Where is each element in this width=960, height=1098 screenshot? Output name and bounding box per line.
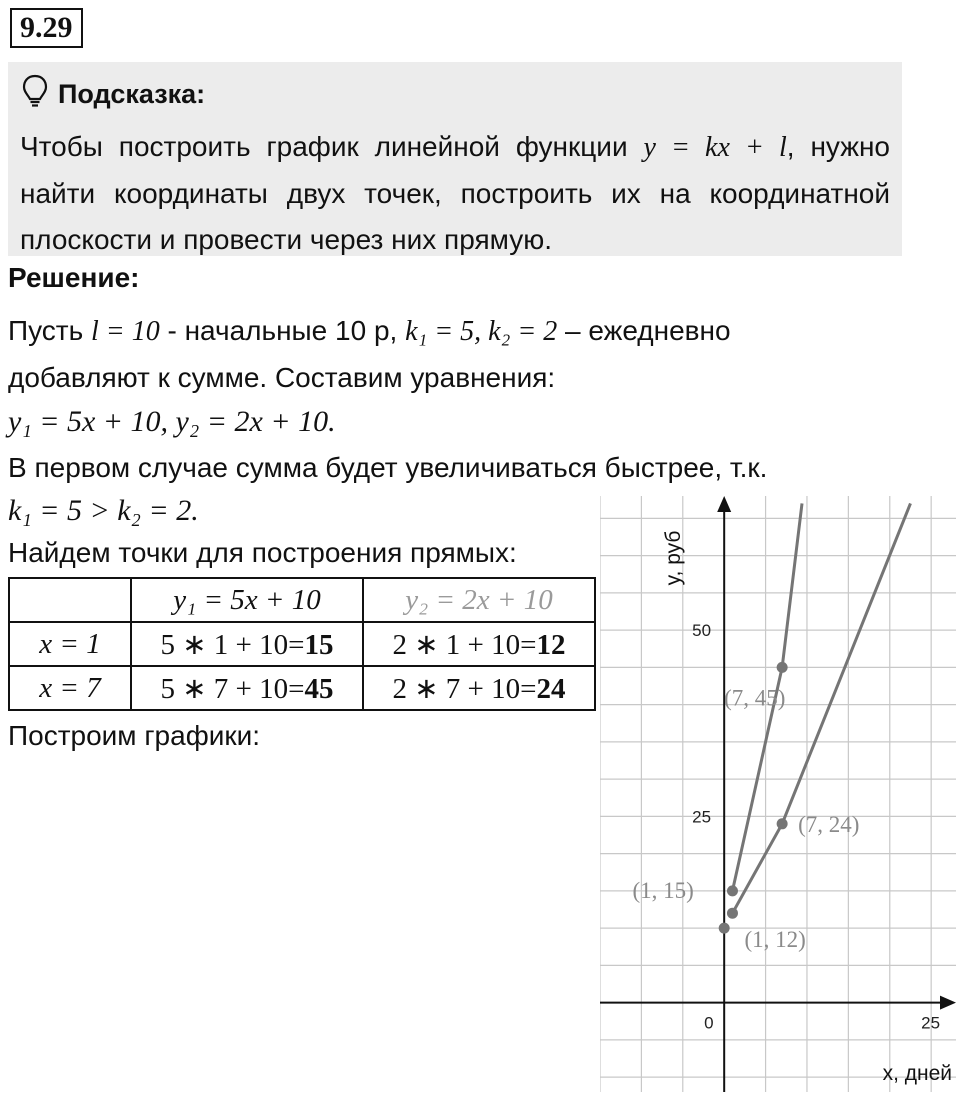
solution-paragraph-4: Найдем точки для построения прямых: xyxy=(8,537,517,568)
hint-box xyxy=(8,62,902,256)
table-row xyxy=(9,666,595,710)
solution-paragraph-3: В первом случае сумма будет увеличиваться быстрее, т.к. xyxy=(8,452,768,483)
y-axis-label: y, руб xyxy=(662,530,686,586)
table-cell: 2 ∗ 7 + 10=24 xyxy=(363,666,595,710)
tick-label: 50 xyxy=(692,621,712,641)
tick-label: 25 xyxy=(692,807,712,827)
table-row xyxy=(9,622,595,666)
x-axis-arrow xyxy=(940,996,956,1010)
problem-number: 9.29 xyxy=(10,8,83,48)
table-cell: x = 7 xyxy=(9,666,131,710)
data-point xyxy=(727,908,738,919)
equations: y₁ = 5x + 10, y₂ = 2x + 10. xyxy=(8,405,336,438)
table-header-cell: y₂ = 2x + 10 xyxy=(363,578,595,622)
data-label: (1, 15) xyxy=(632,877,694,903)
hint-header xyxy=(22,74,205,115)
table-cell: x = 1 xyxy=(9,622,131,666)
data-point xyxy=(777,818,788,829)
hint-text: Чтобы построить график линейной функции y = kx + l, нужно найти координаты двух точек, построить их на координатной плоскости и провести через них прямую. xyxy=(20,131,890,255)
data-label: (1, 12) xyxy=(744,927,806,953)
x-axis-label: x, дней xyxy=(882,1062,952,1085)
data-label: (7, 45) xyxy=(724,685,786,711)
data-label: (7, 24) xyxy=(798,811,860,837)
lightbulb-icon xyxy=(22,74,48,115)
table-cell: 2 ∗ 1 + 10=12 xyxy=(363,622,595,666)
data-point xyxy=(727,885,738,896)
table-header-cell xyxy=(9,578,131,622)
solution-heading: Решение: xyxy=(8,262,140,293)
data-point xyxy=(777,662,788,673)
points-table xyxy=(8,577,596,711)
solution-paragraph-1: Пусть l = 10 - начальные 10 р, k₁ = 5, k₂ = 2 – ежедневно xyxy=(8,315,731,347)
solution-paragraph-2: добавляют к сумме. Составим уравнения: xyxy=(8,362,556,393)
table-cell: 5 ∗ 1 + 10=15 xyxy=(131,622,363,666)
comparison: k₁ = 5 > k₂ = 2. xyxy=(8,494,199,527)
y-axis-arrow xyxy=(717,496,731,512)
data-point xyxy=(719,923,730,934)
tick-label: 25 xyxy=(921,1013,941,1033)
tick-label: 0 xyxy=(704,1013,714,1033)
solution-paragraph-5: Построим графики: xyxy=(8,720,261,751)
hint-title: Подсказка: xyxy=(58,79,206,109)
table-header-row xyxy=(9,578,595,622)
formula-linear: y = kx + l xyxy=(643,132,787,163)
table-header-cell: y₁ = 5x + 10 xyxy=(131,578,363,622)
table-cell: 5 ∗ 7 + 10=45 xyxy=(131,666,363,710)
line-chart xyxy=(600,496,956,1092)
